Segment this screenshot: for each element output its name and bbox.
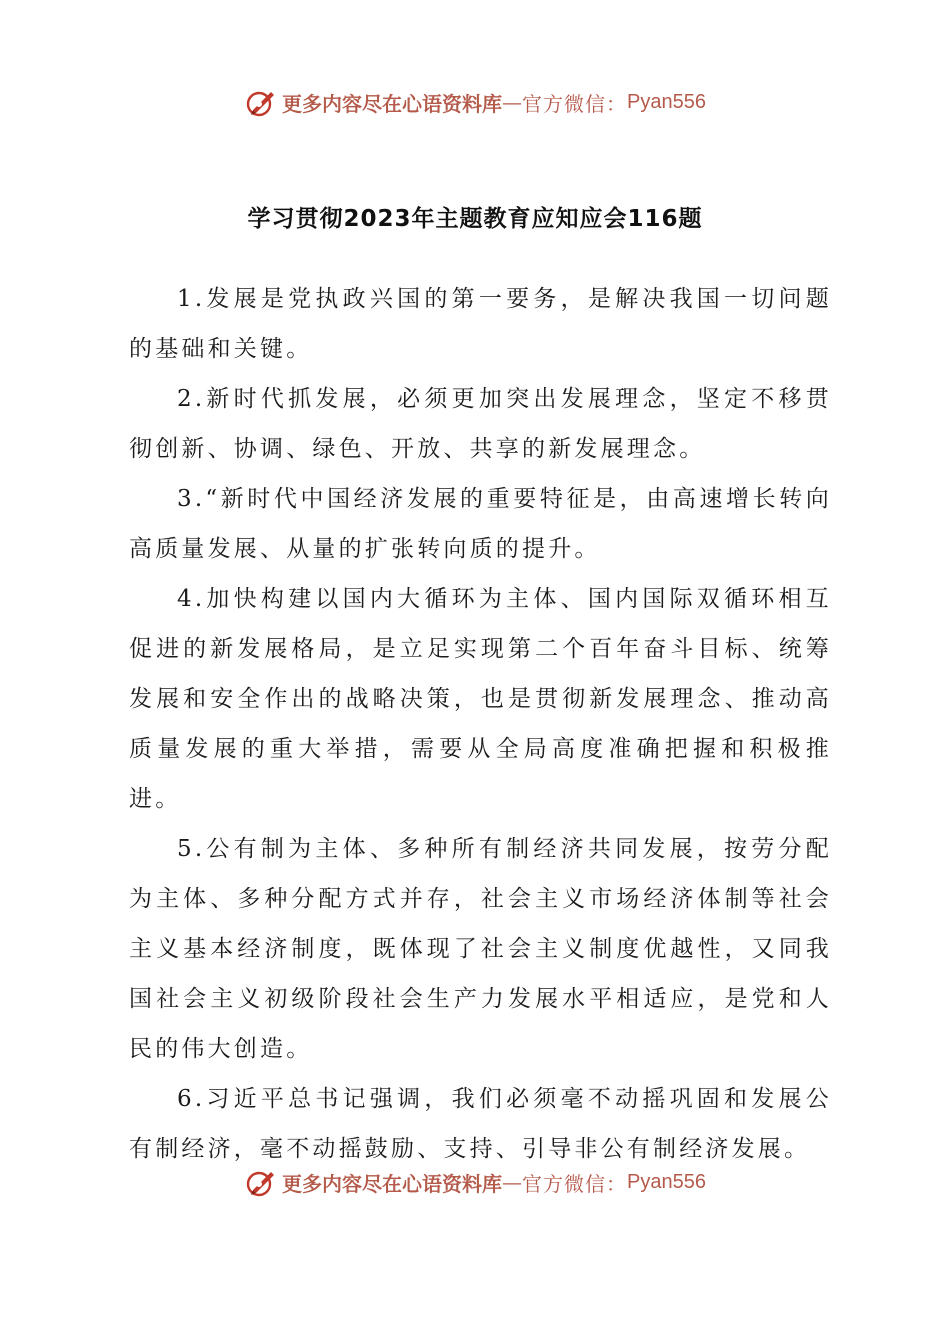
banner-text: 更多内容尽在心语资料库 [282, 1171, 503, 1196]
pen-logo-icon [244, 1165, 278, 1199]
pen-logo-icon [244, 85, 278, 119]
paragraph-5: 5.公有制为主体、多种所有制经济共同发展，按劳分配为主体、多种分配方式并存，社会主义市场经济体制等社会主义基本经济制度，既体现了社会主义制度优越性，又同我国社会主义初级阶段社会生产力发展水平相适应，是党和人民的伟大创造。 [129, 836, 832, 1062]
paragraph-4: 4.加快构建以国内大循环为主体、国内国际双循环相互促进的新发展格局，是立足实现第二个百年奋斗目标、统筹发展和安全作出的战略决策，也是贯彻新发展理念、推动高质量发展的重大举措，需要从全局高度准确把握和积极推进。 [129, 586, 832, 812]
paragraph-3: 3.“新时代中国经济发展的重要特征是，由高速增长转向高质量发展、从量的扩张转向质的提升。 [129, 486, 832, 562]
document-body [129, 274, 832, 1174]
banner-dash: — [502, 90, 523, 114]
paragraph-1: 1.发展是党执政兴国的第一要务，是解决我国一切问题的基础和关键。 [129, 286, 832, 362]
paragraph-6: 6.习近平总书记强调，我们必须毫不动摇巩固和发展公有制经济，毫不动摇鼓励、支持、引导非公有制经济发展。 [129, 1086, 832, 1162]
paragraph-2: 2.新时代抓发展，必须更加突出发展理念，坚定不移贯彻创新、协调、绿色、开放、共享的新发展理念。 [129, 386, 832, 462]
banner-account: Pyan556 [627, 1170, 706, 1193]
banner-wechat-label: 官方微信： [522, 91, 628, 116]
header-banner [0, 82, 950, 122]
document-title: 学习贯彻2023年主题教育应知应会116题 [247, 206, 703, 232]
footer-banner [0, 1162, 950, 1202]
banner-wechat-label: 官方微信： [522, 1171, 628, 1196]
banner-dash: — [502, 1170, 523, 1194]
banner-account: Pyan556 [627, 90, 706, 113]
banner-text: 更多内容尽在心语资料库 [282, 91, 503, 116]
